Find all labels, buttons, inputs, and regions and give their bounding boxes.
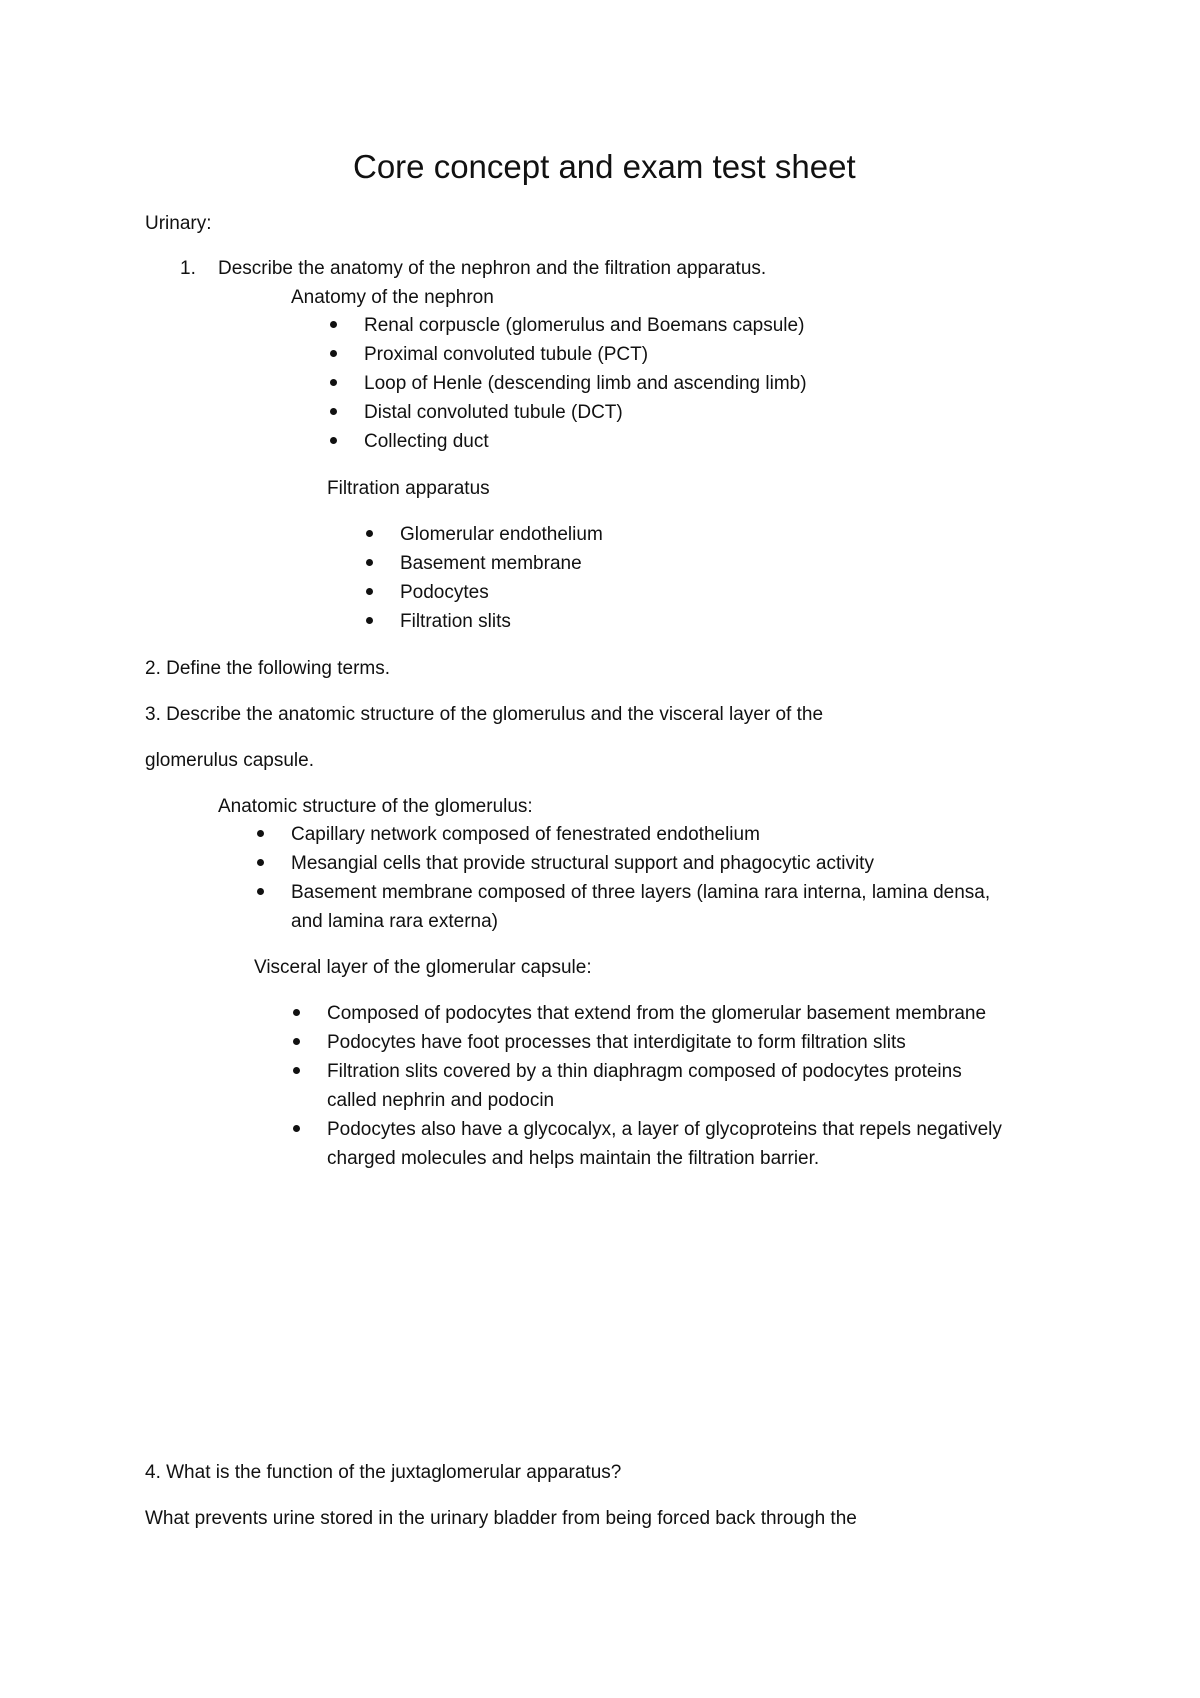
visceral-item-continued: charged molecules and helps maintain the filtration barrier. — [327, 1148, 820, 1169]
q2-text: 2. Define the following terms. — [145, 658, 391, 679]
bullet-icon — [293, 1125, 300, 1132]
anatomy-heading: Anatomy of the nephron — [291, 287, 494, 308]
glomerulus-heading: Anatomic structure of the glomerulus: — [218, 796, 533, 817]
bullet-icon — [257, 859, 264, 866]
anatomy-item: Collecting duct — [364, 431, 489, 452]
q3-line-2: glomerulus capsule. — [145, 750, 314, 771]
glomerulus-item: Mesangial cells that provide structural support and phagocytic activity — [291, 853, 874, 874]
visceral-item: Podocytes have foot processes that interdigitate to form filtration slits — [327, 1032, 906, 1053]
bullet-icon — [330, 379, 337, 386]
bullet-icon — [293, 1038, 300, 1045]
filtration-heading: Filtration apparatus — [327, 478, 490, 499]
filtration-item: Basement membrane — [400, 553, 582, 574]
bullet-icon — [330, 350, 337, 357]
q1-text: Describe the anatomy of the nephron and the filtration apparatus. — [218, 258, 767, 279]
anatomy-item: Proximal convoluted tubule (PCT) — [364, 344, 649, 365]
bullet-icon — [330, 321, 337, 328]
page-title: Core concept and exam test sheet — [353, 148, 856, 185]
bullet-icon — [366, 559, 373, 566]
anatomy-item: Distal convoluted tubule (DCT) — [364, 402, 623, 423]
visceral-item: Composed of podocytes that extend from the glomerular basement membrane — [327, 1003, 987, 1024]
q1-number: 1. — [180, 258, 196, 279]
bullet-icon — [257, 830, 264, 837]
bullet-icon — [366, 530, 373, 537]
bullet-icon — [293, 1009, 300, 1016]
q4-line-1: 4. What is the function of the juxtaglomerular apparatus? — [145, 1462, 622, 1483]
section-heading: Urinary: — [145, 213, 212, 234]
bullet-icon — [293, 1067, 300, 1074]
anatomy-item: Renal corpuscle (glomerulus and Boemans capsule) — [364, 315, 805, 336]
bullet-icon — [366, 588, 373, 595]
visceral-item: Podocytes also have a glycocalyx, a layer of glycoproteins that repels negatively — [327, 1119, 1002, 1140]
q4-line-2: What prevents urine stored in the urinary bladder from being forced back through the — [145, 1508, 857, 1529]
glomerulus-item: Basement membrane composed of three layers (lamina rara interna, lamina densa, — [291, 882, 991, 903]
filtration-item: Glomerular endothelium — [400, 524, 603, 545]
bullet-icon — [330, 408, 337, 415]
q3-line-1: 3. Describe the anatomic structure of the glomerulus and the visceral layer of the — [145, 704, 824, 725]
bullet-icon — [366, 617, 373, 624]
bullet-icon — [257, 888, 264, 895]
bullet-icon — [330, 437, 337, 444]
filtration-item: Podocytes — [400, 582, 489, 603]
visceral-item: Filtration slits covered by a thin diaphragm composed of podocytes proteins — [327, 1061, 962, 1082]
filtration-item: Filtration slits — [400, 611, 511, 632]
glomerulus-item: Capillary network composed of fenestrated endothelium — [291, 824, 760, 845]
anatomy-item: Loop of Henle (descending limb and ascending limb) — [364, 373, 807, 394]
visceral-item-continued: called nephrin and podocin — [327, 1090, 555, 1111]
glomerulus-item-continued: and lamina rara externa) — [291, 911, 498, 932]
visceral-heading: Visceral layer of the glomerular capsule: — [254, 957, 592, 978]
